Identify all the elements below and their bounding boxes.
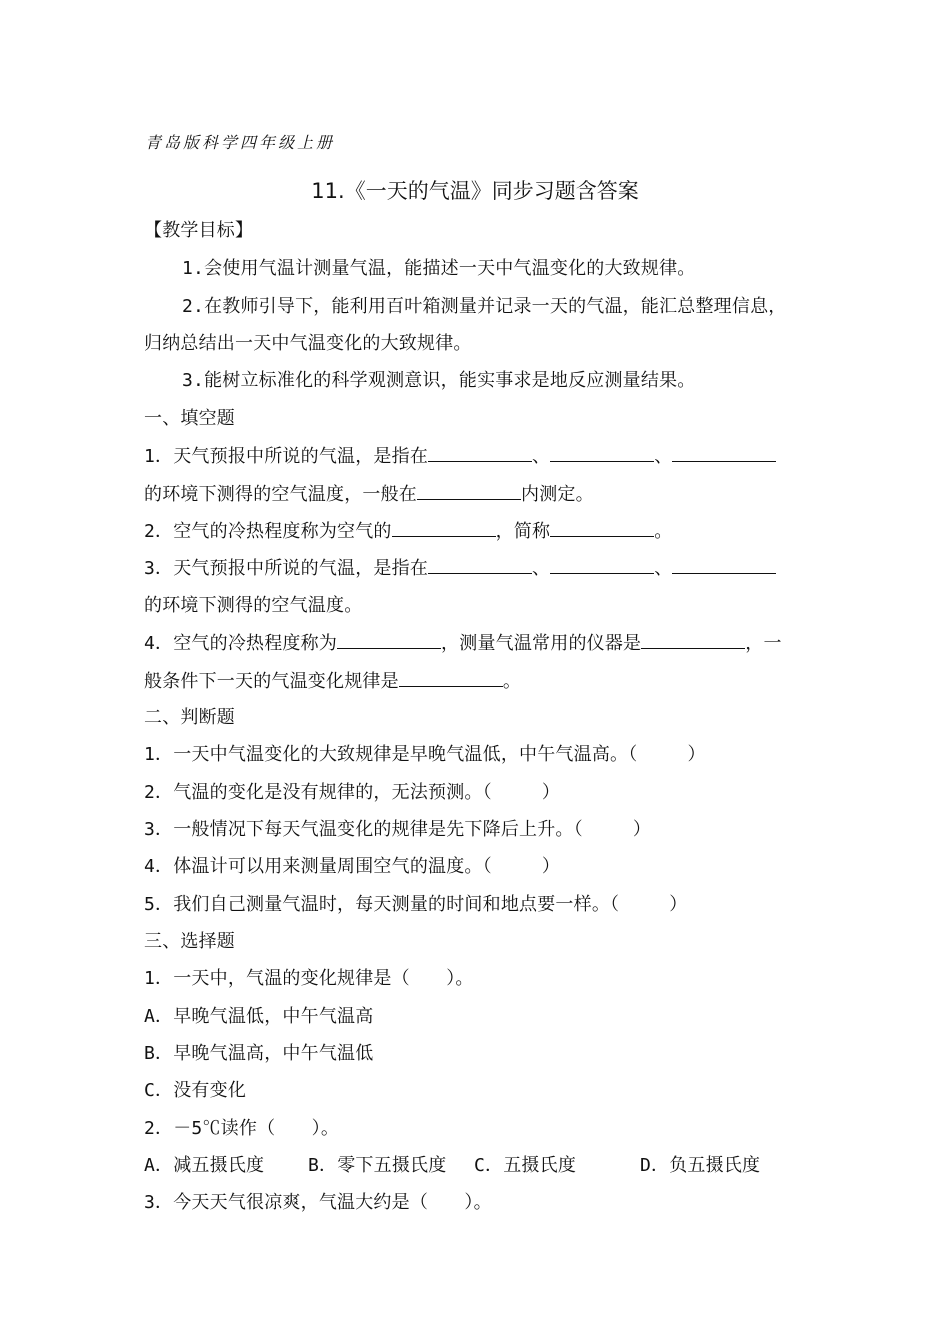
fill-question-1 <box>144 445 776 468</box>
choice-option[interactable]: C．没有变化 <box>144 1080 247 1101</box>
textbook-label: 青岛版科学四年级上册 <box>145 133 336 152</box>
choice-question-3: 3．今天天气很凉爽，气温大约是（ ）。 <box>144 1192 492 1213</box>
judge-question-2 <box>144 782 560 804</box>
paren-open: （ <box>482 782 492 803</box>
question-text: 1．天气预报中所说的气温，是指在 <box>144 446 429 467</box>
objective-1: 1.会使用气温计测量气温，能描述一天中气温变化的大致规律。 <box>182 258 696 279</box>
paren-close: ） <box>632 819 652 840</box>
question-text: 。 <box>502 671 522 692</box>
answer-blank[interactable] <box>399 670 503 687</box>
objective-2-cont: 归纳总结出一天中气温变化的大致规律。 <box>144 333 472 354</box>
objective-3: 3.能树立标准化的科学观测意识，能实事求是地反应测量结果。 <box>182 370 696 391</box>
choice-option[interactable]: D．负五摄氏度 <box>640 1155 761 1176</box>
answer-blank[interactable] <box>337 632 441 649</box>
paren-close: ） <box>669 894 688 915</box>
answer-blank[interactable] <box>392 520 496 537</box>
objectives-heading: 【教学目标】 <box>144 220 254 241</box>
paren-open: （ <box>482 856 492 877</box>
choice-question-1: 1．一天中，气温的变化规律是（ ）。 <box>144 968 474 989</box>
question-text: 内测定。 <box>521 484 594 505</box>
answer-blank[interactable] <box>428 445 532 462</box>
page-title: 11.《一天的气温》同步习题含答案 <box>311 179 639 203</box>
answer-blank[interactable] <box>672 557 776 574</box>
question-text: 3．天气预报中所说的气温，是指在 <box>144 558 429 579</box>
separator: 、 <box>532 446 551 467</box>
fill-question-2 <box>144 520 672 543</box>
choice-heading: 三、选择题 <box>144 931 235 952</box>
question-text: 4．体温计可以用来测量周围空气的温度。 <box>144 856 483 877</box>
separator: 、 <box>654 558 673 579</box>
answer-blank[interactable] <box>417 483 521 500</box>
choice-option[interactable]: A．早晚气温低，中午气温高 <box>144 1006 374 1027</box>
fill-heading: 一、填空题 <box>144 408 235 429</box>
question-text: 3．一般情况下每天气温变化的规律是先下降后上升。 <box>144 819 574 840</box>
choice-question-2: 2．－5℃读作（ ）。 <box>144 1118 340 1139</box>
question-text: 般条件下一天的气温变化规律是 <box>144 671 399 692</box>
fill-question-3-cont: 的环境下测得的空气温度。 <box>144 595 363 616</box>
objective-2: 2.在教师引导下，能利用百叶箱测量并记录一天的气温，能汇总整理信息， <box>182 296 787 317</box>
question-text: 1．一天中气温变化的大致规律是早晚气温低，中午气温高。 <box>144 744 629 765</box>
judge-heading: 二、判断题 <box>144 707 235 728</box>
judge-question-4 <box>144 856 560 878</box>
question-text: 2．气温的变化是没有规律的，无法预测。 <box>144 782 483 803</box>
choice-question-2-options <box>144 1155 760 1177</box>
judge-question-1 <box>144 744 706 766</box>
paren-close: ） <box>541 782 561 803</box>
separator: 、 <box>654 446 673 467</box>
fill-question-3 <box>144 557 776 580</box>
paren-open: （ <box>628 744 638 765</box>
choice-option[interactable]: B．早晚气温高，中午气温低 <box>144 1043 374 1064</box>
question-text: ，简称 <box>495 521 551 542</box>
answer-blank[interactable] <box>672 445 776 462</box>
choice-option[interactable]: B．零下五摄氏度 <box>308 1155 447 1176</box>
question-text: 2．空气的冷热程度称为空气的 <box>144 521 392 542</box>
answer-blank[interactable] <box>550 445 654 462</box>
choice-option[interactable]: A．减五摄氏度 <box>144 1155 265 1176</box>
question-text: 的环境下测得的空气温度，一般在 <box>144 484 417 505</box>
answer-blank[interactable] <box>550 557 654 574</box>
choice-option[interactable]: C．五摄氏度 <box>474 1155 577 1176</box>
answer-blank[interactable] <box>550 520 654 537</box>
question-text: 4．空气的冷热程度称为 <box>144 633 338 654</box>
question-text: 5．我们自己测量气温时，每天测量的时间和地点要一样。 <box>144 894 611 915</box>
judge-question-5 <box>144 894 687 916</box>
question-text: ，测量气温常用的仪器是 <box>441 633 642 654</box>
answer-blank[interactable] <box>428 557 532 574</box>
paren-open: （ <box>610 894 620 915</box>
fill-question-1-cont <box>144 483 594 506</box>
separator: 、 <box>532 558 551 579</box>
paren-close: ） <box>541 856 561 877</box>
question-text: 。 <box>654 521 673 542</box>
fill-question-4-cont <box>144 670 521 693</box>
fill-question-4 <box>144 632 782 655</box>
judge-question-3 <box>144 819 651 841</box>
paren-open: （ <box>573 819 583 840</box>
question-text: ，一 <box>745 633 782 654</box>
answer-blank[interactable] <box>641 632 745 649</box>
paren-close: ） <box>687 744 706 765</box>
